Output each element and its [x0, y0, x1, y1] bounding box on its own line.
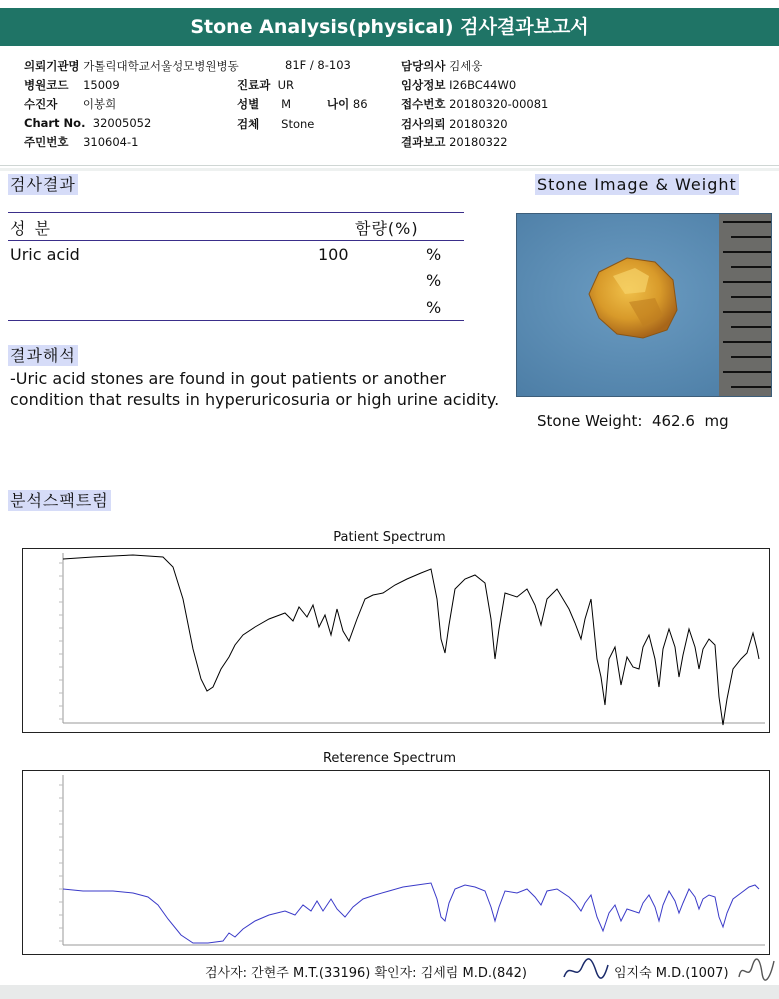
header-shade [0, 168, 779, 171]
row2-unit: % [426, 271, 442, 290]
interpretation-line-1: -Uric acid stones are found in gout patients or another [10, 369, 446, 388]
table-bottom-rule [8, 320, 464, 321]
row3-unit: % [426, 298, 442, 317]
info-physician: 담당의사 김세웅 [401, 59, 483, 73]
col-content: 함량(%) [355, 219, 419, 238]
info-specimen: 검체 Stone [237, 117, 315, 131]
info-receipt-number: 접수번호 20180320-00081 [401, 97, 549, 111]
info-request-date: 검사의뢰 20180320 [401, 117, 508, 131]
info-patient-name: 수진자 이봉희 [24, 97, 117, 111]
stone-weight: Stone Weight: 462.6 mg [537, 412, 729, 430]
patient-spectrum-box [22, 548, 770, 733]
info-ward: 81F / 8-103 [285, 58, 351, 72]
info-hospital-code: 병원코드 15009 [24, 78, 120, 92]
signature-text-2: 임지숙 M.D.(1007) [614, 966, 729, 981]
reference-spectrum-line [63, 883, 759, 943]
patient-spectrum-line [63, 555, 759, 725]
info-clinical: 임상정보 I26BC44W0 [401, 78, 517, 92]
row1-value: 100 [318, 245, 349, 264]
interpretation-line-2: condition that results in hyperuricosuria or high urine acidity. [10, 390, 500, 409]
results-heading: 검사결과 [10, 175, 76, 194]
reference-spectrum-box [22, 770, 770, 955]
info-chart-no: Chart No. 32005052 [24, 116, 152, 130]
col-component: 성 분 [10, 219, 52, 238]
stone-photo-drawing [517, 214, 771, 396]
table-header-rule [8, 240, 464, 241]
info-resident-number: 주민번호 310604-1 [24, 135, 139, 149]
info-sex: 성별 M [237, 97, 292, 111]
patient-spectrum-plot [23, 549, 769, 732]
patient-y-ticks [59, 563, 63, 719]
table-top-rule [8, 212, 464, 213]
info-department: 진료과 UR [237, 78, 295, 92]
signature-scribble-1 [562, 957, 610, 983]
report-title: Stone Analysis(physical) 검사결과보고서 [0, 8, 779, 46]
info-report-date: 결과보고 20180322 [401, 135, 508, 149]
reference-y-ticks [59, 785, 63, 941]
reference-spectrum-title: Reterence Spectrum [322, 751, 457, 766]
row1-name: Uric acid [10, 245, 80, 264]
signature-scribble-2 [736, 955, 776, 983]
info-age: 나이 86 [327, 97, 368, 111]
spectrum-heading: 분석스팩트럼 [10, 491, 109, 510]
reference-spectrum-plot [23, 771, 769, 954]
row1-unit: % [426, 245, 442, 264]
interpretation-heading: 결과해석 [10, 346, 76, 365]
header-divider [0, 165, 779, 166]
stone-photo [516, 213, 772, 397]
image-heading: Stone Image & Weight [537, 175, 737, 194]
patient-spectrum-title: Patient Spectrum [333, 530, 446, 545]
footer-bar [0, 985, 779, 999]
signature-text: 검사자: 간현주 M.T.(33196) 확인자: 김세림 M.D.(842) [205, 966, 527, 981]
info-requesting-institution: 의뢰기관명 가톨릭대학교서울성모병원병동 [24, 59, 239, 73]
